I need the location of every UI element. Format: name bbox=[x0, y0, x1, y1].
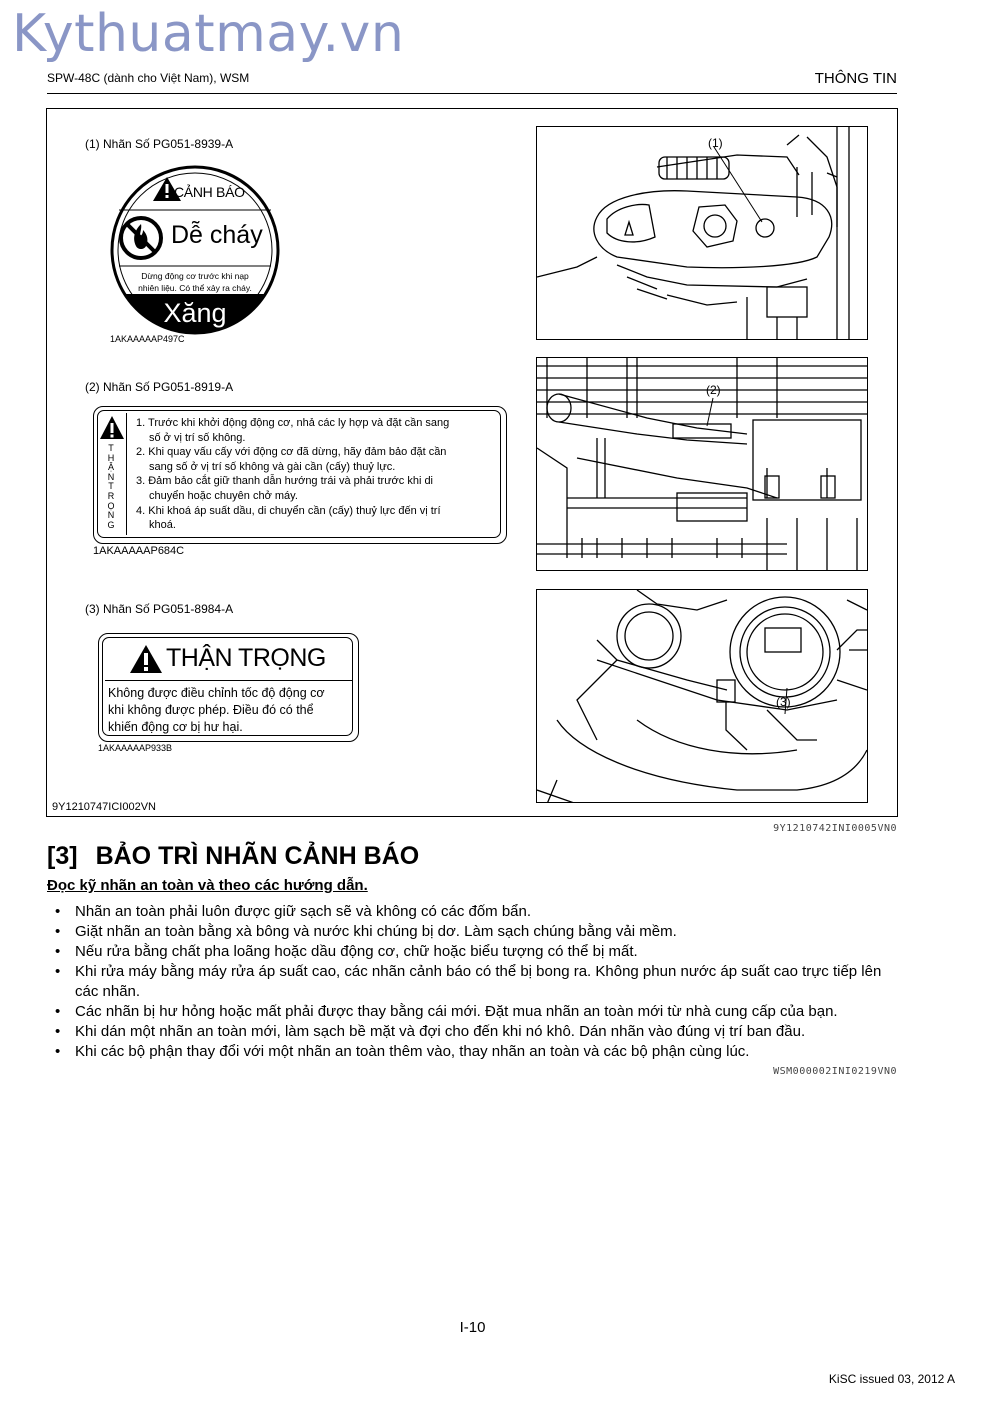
machine-photo-1 bbox=[536, 126, 868, 340]
label1-line2: nhiên liệu. Có thể xảy ra cháy. bbox=[138, 283, 252, 293]
label1-code: 1AKAAAAAP497C bbox=[110, 334, 185, 344]
site-watermark: Kythuatmay.vn bbox=[12, 4, 405, 64]
figure-frame bbox=[46, 108, 898, 817]
machine-photo-2 bbox=[536, 357, 868, 571]
figure-code: 9Y1210747ICI002VN bbox=[52, 801, 156, 813]
label3-code: 1AKAAAAAP933B bbox=[98, 743, 173, 753]
label1-line1: Dừng động cơ trước khi nạp bbox=[141, 271, 249, 281]
label1-heading: CẢNH BÁO bbox=[174, 184, 245, 200]
machine-photo-3 bbox=[536, 589, 868, 803]
label1-big-text: Dễ cháy bbox=[171, 221, 263, 249]
label3-sticker bbox=[98, 633, 359, 742]
list-item: • Khi rửa máy bằng máy rửa áp suất cao, các nhãn cảnh báo có thể bị bong ra. Không phun nước áp suất cao trực tiếp lên các nhãn. bbox=[47, 962, 902, 1002]
issue-footer: KiSC issued 03, 2012 A bbox=[828, 1372, 955, 1386]
engine-governor-drawing bbox=[537, 590, 868, 803]
control-lever-drawing bbox=[537, 358, 868, 571]
callout-3: (3) bbox=[776, 695, 791, 709]
list-item: • Các nhãn bị hư hỏng hoặc mất phải được thay bằng cái mới. Đặt mua nhãn an toàn mới từ nhà cung cấp của bạn. bbox=[47, 1002, 902, 1022]
page-number: I-10 bbox=[459, 1319, 486, 1336]
maintenance-list bbox=[47, 902, 902, 1062]
list-item: • Giặt nhãn an toàn bằng xà bông và nước khi chúng bị dơ. Làm sạch chúng bằng vải mềm. bbox=[47, 922, 902, 942]
label-position-3-box bbox=[765, 628, 801, 652]
label3-heading: THẬN TRỌNG bbox=[166, 644, 326, 672]
label2-sticker bbox=[93, 406, 507, 544]
header-section: THÔNG TIN bbox=[814, 70, 897, 87]
label1-title: (1) Nhãn Số PG051-8939-A bbox=[85, 137, 234, 151]
header-model: SPW-48C (dành cho Việt Nam), WSM bbox=[47, 71, 250, 85]
callout-1: (1) bbox=[708, 136, 723, 150]
label3-body: Không được điều chỉnh tốc độ động cơ khi không được phép. Điều đó có thể khiến động cơ bị hư hại. bbox=[108, 686, 325, 734]
figure-ref-code: 9Y1210742INI0005VN0 bbox=[773, 823, 897, 834]
warning-triangle-icon bbox=[129, 644, 163, 674]
list-item: • Khi các bộ phận thay đổi với một nhãn an toàn thêm vào, thay nhãn an toàn và các bộ phận cùng lúc. bbox=[47, 1042, 902, 1062]
label2-side-text: T H Ậ N T R Ọ N G bbox=[107, 443, 115, 530]
list-item: • Khi dán một nhãn an toàn mới, làm sạch bề mặt và đợi cho đến khi nó khô. Dán nhãn vào đúng vị trí ban đầu. bbox=[47, 1022, 902, 1042]
engine-fuel-tank-drawing bbox=[537, 127, 868, 340]
label3-title: (3) Nhãn Số PG051-8984-A bbox=[85, 602, 234, 616]
list-item: • Nếu rửa bằng chất pha loãng hoặc dầu động cơ, chữ hoặc biểu tượng có thể bị mất. bbox=[47, 942, 902, 962]
header-rule bbox=[47, 93, 897, 94]
label2-instructions: 1. Trước khi khởi động động cơ, nhả các ly hợp và đặt cần sang số ở vị trí số không. 2. Khi quay vấu cấy với động cơ đã dừng, hãy đảm bảo đặt cần sang số ở vị trí số không và gài cần (cấy) thuỷ lực. 3. Đảm bảo cắt giữ thanh dẫn hướng trái và phải trước khi di chuyển hoặc chuyên chở máy. 4. Khi khoá áp suất dầu, di chuyển cần (cấy) thuỷ lực đến vị trí khoá. bbox=[136, 417, 450, 532]
label2-title: (2) Nhãn Số PG051-8919-A bbox=[85, 380, 234, 394]
section-title-text: BẢO TRÌ NHÃN CẢNH BÁO bbox=[95, 842, 420, 870]
section-number: [3] bbox=[47, 842, 78, 870]
label1-bottom-text: Xăng bbox=[163, 298, 227, 328]
section-ref-code: WSM000002INI0219VN0 bbox=[773, 1066, 897, 1077]
section-title bbox=[47, 842, 419, 871]
callout-2: (2) bbox=[706, 383, 721, 397]
list-item: • Nhãn an toàn phải luôn được giữ sạch sẽ và không có các đốm bẩn. bbox=[47, 902, 902, 922]
section-subhead: Đọc kỹ nhãn an toàn và theo các hướng dẫn. bbox=[47, 877, 368, 894]
no-fire-icon bbox=[121, 218, 161, 258]
label2-code: 1AKAAAAAP684C bbox=[93, 545, 185, 557]
label1-sticker bbox=[109, 164, 281, 336]
warning-triangle-icon bbox=[99, 415, 125, 441]
